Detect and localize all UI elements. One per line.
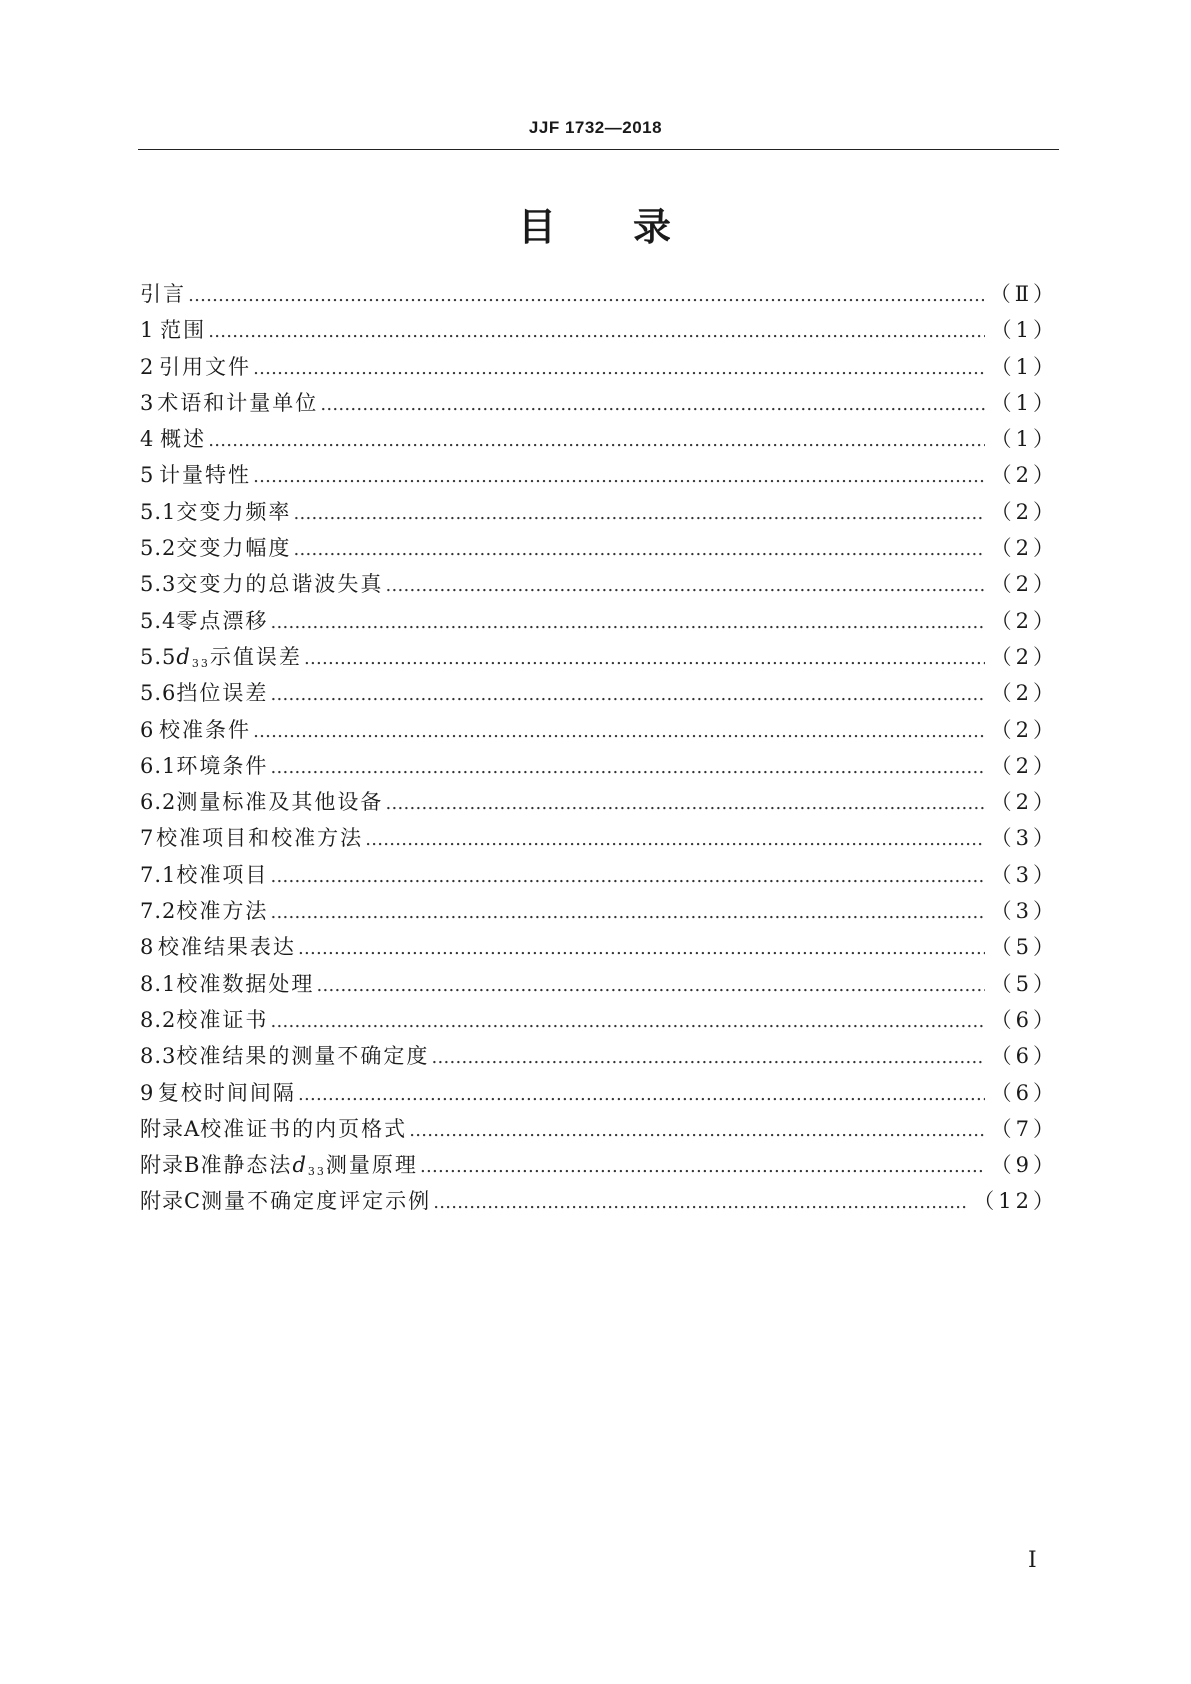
- toc-page: （2）: [990, 536, 1058, 561]
- toc-page: （3）: [990, 899, 1058, 924]
- toc-page: （1）: [990, 354, 1058, 379]
- toc-page: （2）: [990, 608, 1058, 633]
- toc-leader: [253, 466, 985, 487]
- toc-leader: [270, 612, 984, 633]
- toc-number: 8.2: [140, 1007, 177, 1032]
- toc-leader: [385, 793, 984, 814]
- toc-leader: [316, 975, 984, 996]
- page-title: [0, 196, 1191, 251]
- toc-page: （7）: [990, 1116, 1058, 1141]
- toc-page: （6）: [990, 1007, 1058, 1032]
- toc-leader: [188, 285, 984, 306]
- toc-label: 概述: [160, 427, 207, 452]
- toc-page: （2）: [990, 753, 1058, 778]
- toc-leader: [208, 430, 984, 451]
- toc-number: 5.2: [140, 536, 177, 561]
- toc-label: 校准结果的测量不确定度: [176, 1044, 430, 1069]
- toc-page: （5）: [990, 935, 1058, 960]
- toc-leader: [365, 829, 985, 850]
- toc-leader: [253, 721, 985, 742]
- toc-page: （5）: [990, 971, 1058, 996]
- page-number: Ⅰ: [1028, 1548, 1037, 1573]
- toc-label: 校准证书: [176, 1007, 269, 1032]
- toc-label: 交变力的总谐波失真: [176, 572, 384, 597]
- toc-leader: [270, 866, 984, 887]
- toc-label: 范围: [160, 318, 207, 343]
- toc-row-appendix-a[interactable]: [140, 1113, 1058, 1149]
- toc-page: （2）: [990, 790, 1058, 815]
- toc-number: 5.1: [140, 499, 177, 524]
- toc-row-7[interactable]: [140, 822, 1058, 858]
- toc-page: （2）: [990, 644, 1058, 669]
- toc-number: 5.5: [140, 644, 177, 669]
- toc-label: 校准项目和校准方法: [156, 826, 364, 851]
- toc-page: （3）: [990, 862, 1058, 887]
- toc-row-7-1[interactable]: [140, 859, 1058, 895]
- toc-page: （1）: [990, 318, 1058, 343]
- toc-label: 环境条件: [176, 753, 269, 778]
- title-char-1: 目: [517, 205, 558, 249]
- toc-leader: [270, 902, 984, 923]
- toc-label: 测量标准及其他设备: [176, 790, 384, 815]
- toc-row-8[interactable]: [140, 931, 1058, 967]
- toc-leader: [433, 1192, 967, 1213]
- toc-row-intro[interactable]: [140, 278, 1058, 314]
- toc-label: 校准数据处理: [176, 971, 315, 996]
- toc-row-appendix-c[interactable]: [140, 1185, 1058, 1221]
- toc-row-6[interactable]: [140, 714, 1058, 750]
- toc-row-8-2[interactable]: [140, 1004, 1058, 1040]
- toc-page: （3）: [990, 826, 1058, 851]
- toc-leader: [298, 938, 985, 959]
- toc-leader: [293, 539, 984, 560]
- toc-number: 5.3: [140, 572, 177, 597]
- toc-leader: [304, 648, 985, 669]
- toc-label: 计量特性: [159, 463, 251, 488]
- toc-symbol: $d_{33}$: [292, 1153, 326, 1179]
- toc-leader: [431, 1047, 984, 1068]
- toc-row-3[interactable]: [140, 387, 1058, 423]
- toc-label: 术语和计量单位: [157, 390, 319, 415]
- toc-label: 引用文件: [159, 354, 251, 379]
- toc-number: 6.2: [140, 790, 177, 815]
- table-of-contents: [140, 278, 1058, 1222]
- toc-label: 挡位误差: [176, 681, 269, 706]
- toc-number: 6.1: [140, 753, 177, 778]
- toc-row-appendix-b[interactable]: [140, 1149, 1058, 1185]
- toc-row-4[interactable]: [140, 423, 1058, 459]
- toc-label: 校准项目: [176, 862, 269, 887]
- toc-row-5[interactable]: [140, 459, 1058, 495]
- toc-leader: [320, 394, 984, 415]
- toc-label: 交变力频率: [176, 499, 292, 524]
- toc-label: 校准条件: [159, 717, 251, 742]
- toc-page: （9）: [990, 1153, 1058, 1178]
- toc-label: 引言: [140, 282, 186, 306]
- toc-label: 准静态法: [200, 1153, 293, 1178]
- toc-page: （Ⅱ）: [989, 282, 1058, 306]
- toc-page: （1）: [990, 427, 1058, 452]
- toc-row-8-3[interactable]: [140, 1040, 1058, 1076]
- toc-leader: [385, 575, 984, 596]
- toc-row-5-5[interactable]: [140, 641, 1058, 677]
- toc-label: 示值误差: [209, 644, 302, 669]
- toc-row-9[interactable]: [140, 1077, 1058, 1113]
- document-header: JJF 1732—2018: [528, 118, 663, 137]
- toc-page: （2）: [990, 681, 1058, 706]
- title-char-2: 录: [633, 205, 674, 249]
- toc-row-6-1[interactable]: [140, 750, 1058, 786]
- toc-number: 8: [140, 935, 155, 960]
- toc-page: （6）: [990, 1080, 1058, 1105]
- toc-page: （12）: [973, 1189, 1058, 1214]
- toc-number: 1: [140, 318, 155, 343]
- toc-number: 5.4: [140, 608, 177, 633]
- toc-leader: [208, 321, 984, 342]
- toc-row-1[interactable]: [140, 314, 1058, 350]
- toc-label: 交变力幅度: [176, 536, 292, 561]
- header-rule: [138, 149, 1059, 150]
- toc-number: 5.6: [140, 681, 177, 706]
- toc-page: （1）: [990, 390, 1058, 415]
- toc-number: 2: [140, 354, 155, 379]
- toc-label: 校准证书的内页格式: [200, 1116, 408, 1141]
- toc-number: 7.2: [140, 899, 177, 924]
- toc-symbol: $d_{33}$: [176, 644, 210, 670]
- toc-number: 8.3: [140, 1044, 177, 1069]
- toc-number: 6: [140, 717, 155, 742]
- toc-row-2[interactable]: [140, 351, 1058, 387]
- toc-row-5-1[interactable]: [140, 496, 1058, 532]
- toc-label: 复校时间间隔: [157, 1080, 296, 1105]
- toc-page: （2）: [990, 499, 1058, 524]
- toc-page: （2）: [990, 572, 1058, 597]
- toc-number: 附录C: [140, 1189, 202, 1214]
- toc-number: 7: [140, 826, 155, 851]
- toc-row-5-2[interactable]: [140, 532, 1058, 568]
- toc-page: （2）: [990, 463, 1058, 488]
- toc-row-6-2[interactable]: [140, 786, 1058, 822]
- toc-row-5-4[interactable]: [140, 605, 1058, 641]
- toc-number: 5: [140, 463, 155, 488]
- toc-row-8-1[interactable]: [140, 968, 1058, 1004]
- toc-row-5-6[interactable]: [140, 677, 1058, 713]
- toc-row-5-3[interactable]: [140, 568, 1058, 604]
- toc-row-7-2[interactable]: [140, 895, 1058, 931]
- toc-label: 校准方法: [176, 899, 269, 924]
- toc-number: 8.1: [140, 971, 177, 996]
- toc-leader: [270, 757, 984, 778]
- toc-leader: [270, 1011, 984, 1032]
- toc-leader: [293, 503, 984, 524]
- toc-number: 3: [140, 390, 155, 415]
- toc-label-post: 测量原理: [325, 1153, 418, 1178]
- toc-leader: [298, 1084, 985, 1105]
- toc-number: 7.1: [140, 862, 177, 887]
- toc-page: （2）: [990, 717, 1058, 742]
- toc-leader: [420, 1156, 985, 1177]
- toc-number: 4: [140, 427, 155, 452]
- toc-number: 9: [140, 1080, 155, 1105]
- toc-leader: [409, 1120, 984, 1141]
- toc-number: 附录A: [140, 1116, 201, 1141]
- toc-label: 测量不确定度评定示例: [201, 1189, 432, 1214]
- toc-label: 校准结果表达: [157, 935, 296, 960]
- toc-leader: [270, 684, 984, 705]
- toc-label: 零点漂移: [176, 608, 269, 633]
- toc-number: 附录B: [140, 1153, 201, 1178]
- toc-leader: [253, 358, 985, 379]
- toc-page: （6）: [990, 1044, 1058, 1069]
